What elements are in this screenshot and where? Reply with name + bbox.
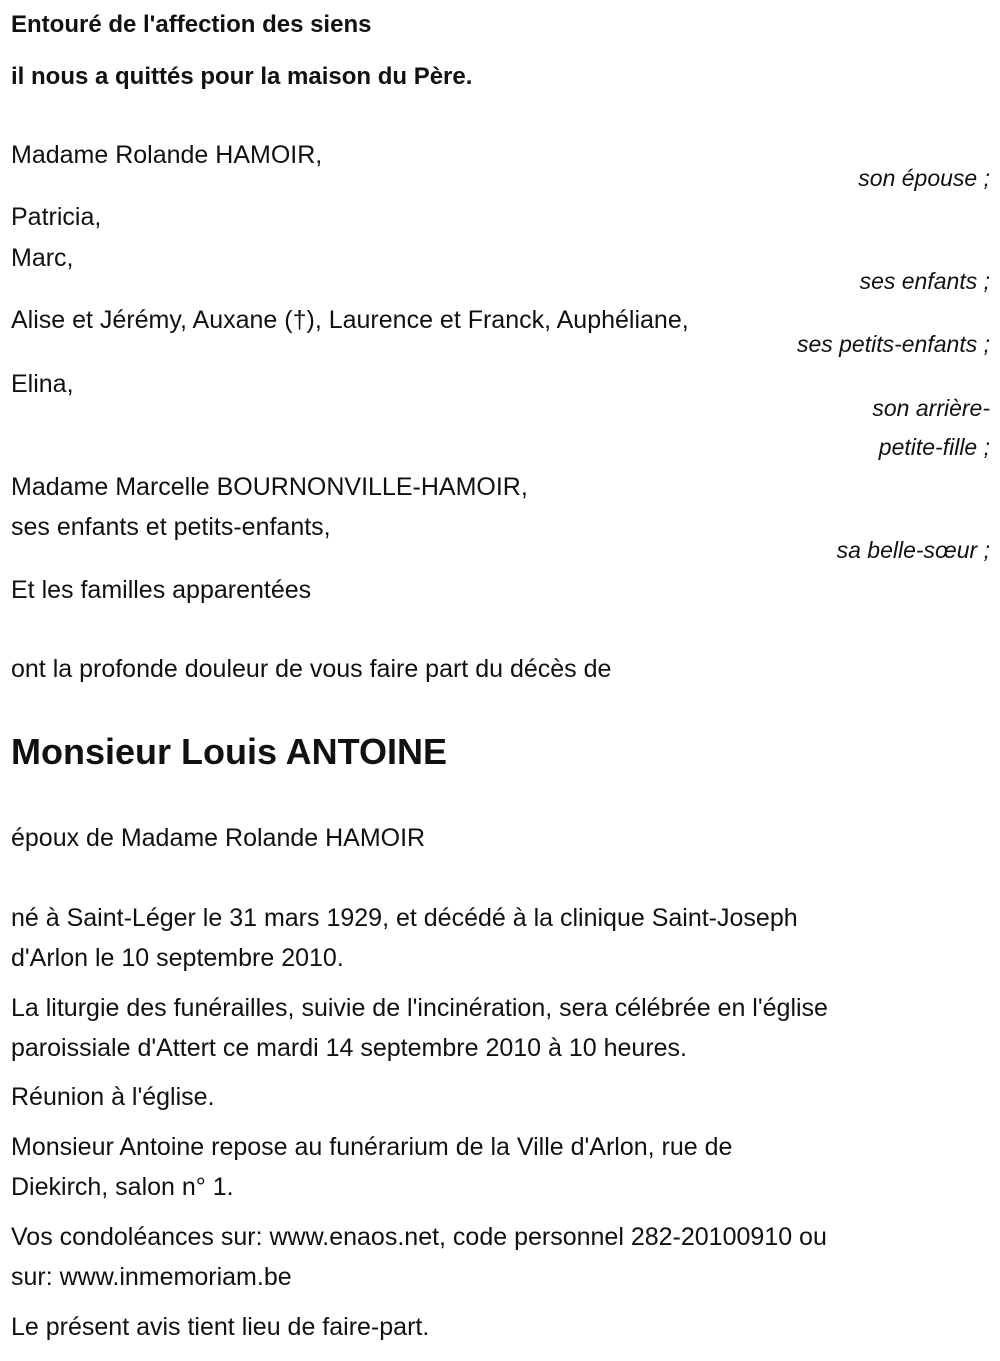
spouse-role: son épouse ; (858, 165, 990, 191)
detail-line: Monsieur Antoine repose au funérarium de la Ville d'Arlon, rue de (11, 1133, 733, 1161)
detail-line: né à Saint-Léger le 31 mars 1929, et décédé à la clinique Saint-Joseph (11, 904, 798, 932)
detail-line: Vos condoléances sur: www.enaos.net, code personnel 282-20100910 ou (11, 1223, 827, 1251)
great-grandchild-role-2: petite-fille ; (878, 434, 990, 460)
deceased-name: Monsieur Louis ANTOINE (11, 731, 448, 772)
detail-line: Réunion à l'église. (11, 1083, 215, 1111)
grandchildren-role: ses petits-enfants ; (796, 331, 990, 357)
intro-line-2: il nous a quittés pour la maison du Père. (11, 63, 473, 90)
great-grandchild-name: Elina, (11, 370, 74, 398)
sister-in-law-name: Madame Marcelle BOURNONVILLE-HAMOIR, (11, 473, 528, 501)
detail-line: La liturgie des funérailles, suivie de l'incinération, sera célébrée en l'église (11, 994, 828, 1022)
child-name: Patricia, (11, 203, 102, 231)
relatives: Et les familles apparentées (11, 576, 312, 604)
detail-line: Le présent avis tient lieu de faire-part. (11, 1313, 430, 1341)
detail-line: paroissiale d'Attert ce mardi 14 septembre 2010 à 10 heures. (11, 1034, 687, 1062)
spouse-of: époux de Madame Rolande HAMOIR (11, 824, 426, 852)
detail-line: sur: www.inmemoriam.be (11, 1263, 292, 1291)
spouse-name: Madame Rolande HAMOIR, (11, 141, 323, 169)
sister-in-law-role: sa belle-sœur ; (836, 537, 990, 563)
great-grandchild-role-1: son arrière- (872, 395, 990, 421)
detail-line: d'Arlon le 10 septembre 2010. (11, 944, 344, 972)
sister-in-law-family: ses enfants et petits-enfants, (11, 513, 331, 541)
intro-line-1: Entouré de l'affection des siens (11, 11, 372, 38)
children-role: ses enfants ; (859, 268, 990, 294)
detail-line: Diekirch, salon n° 1. (11, 1173, 234, 1201)
announcement: ont la profonde douleur de vous faire part du décès de (11, 655, 612, 683)
grandchildren-names: Alise et Jérémy, Auxane (†), Laurence et Franck, Auphéliane, (11, 306, 689, 334)
child-name: Marc, (11, 244, 74, 272)
